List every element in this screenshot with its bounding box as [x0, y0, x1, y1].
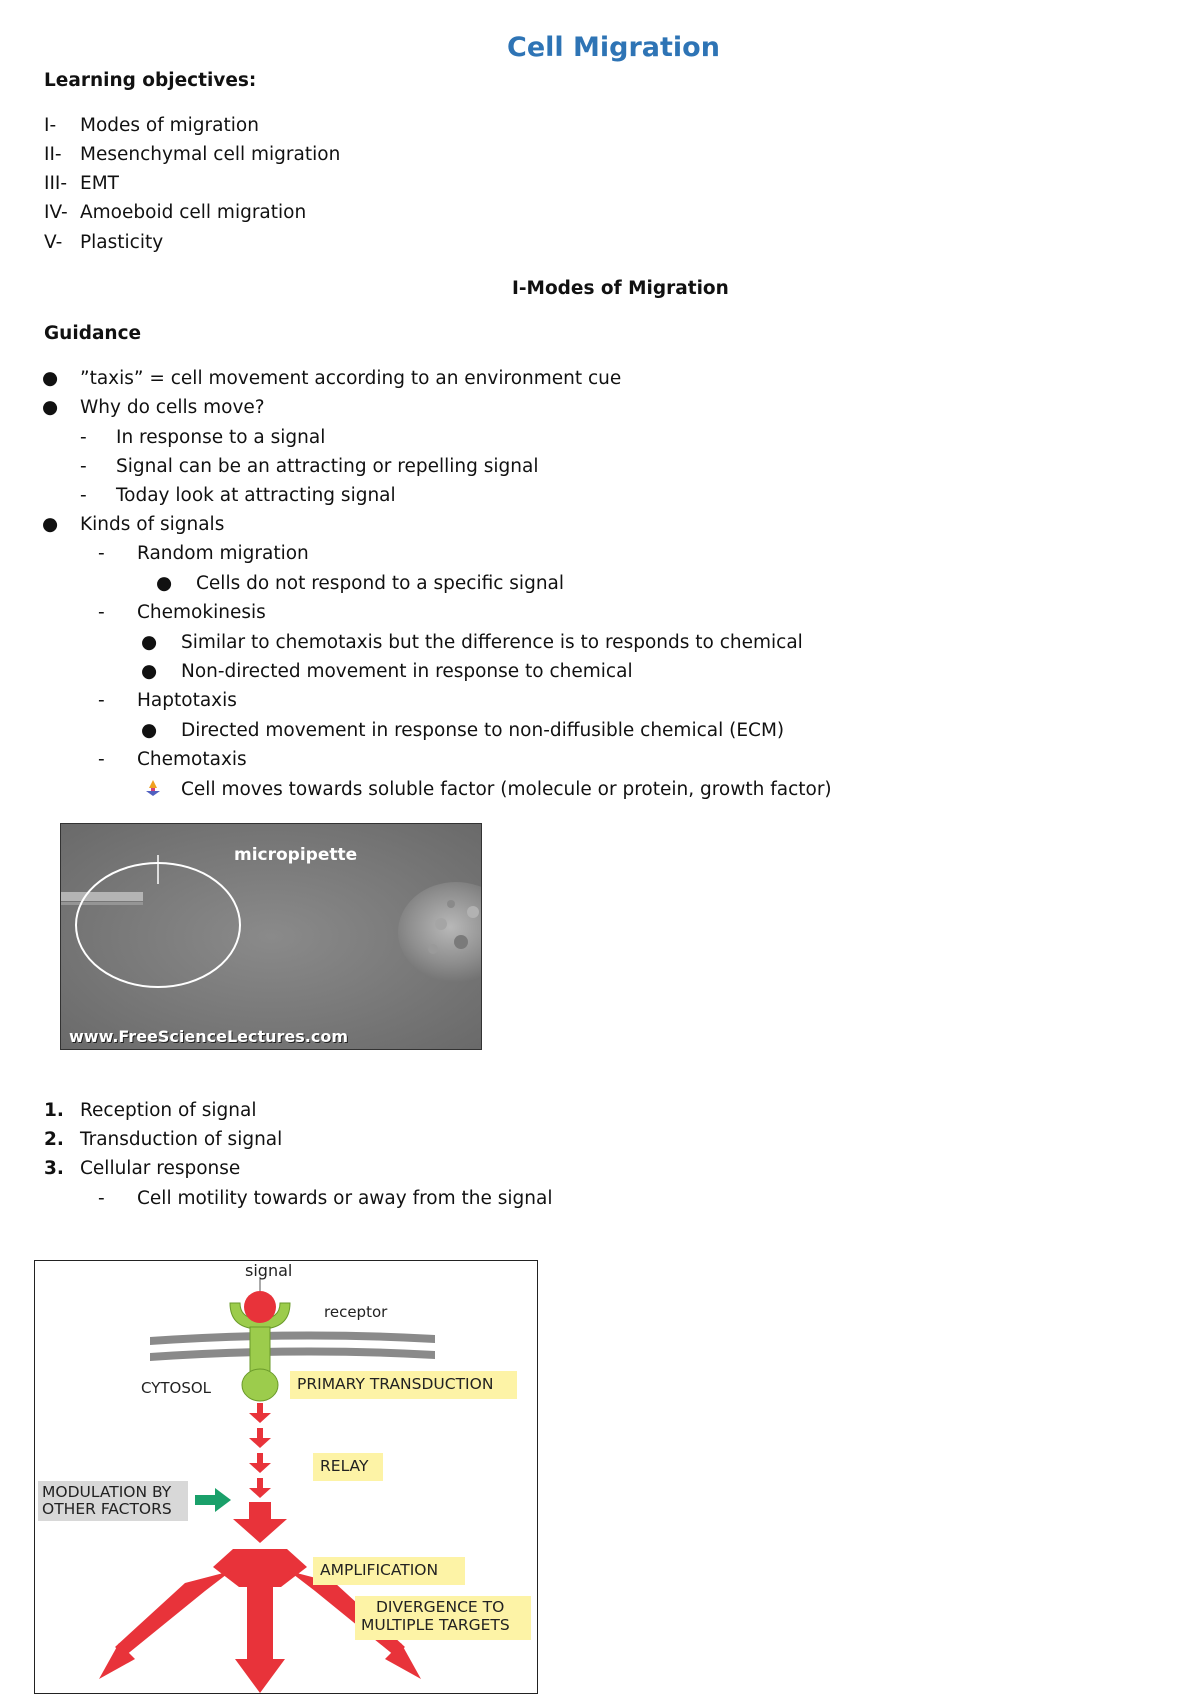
modulation-label-line2: OTHER FACTORS — [42, 1500, 172, 1518]
list-item: Directed movement in response to non-diffusible chemical (ECM) — [181, 720, 785, 741]
receptor-label: receptor — [324, 1303, 388, 1321]
divergence-label-line1: DIVERGENCE TO — [376, 1598, 505, 1616]
page-title: Cell Migration — [507, 32, 720, 63]
list-item: In response to a signal — [116, 427, 326, 448]
step-text: Reception of signal — [80, 1100, 257, 1121]
dash-marker: - — [98, 602, 105, 623]
section-heading: I-Modes of Migration — [512, 278, 729, 299]
guidance-heading: Guidance — [44, 323, 142, 344]
modulation-label-line1: MODULATION BY — [42, 1483, 172, 1501]
list-item: Cells do not respond to a specific signal — [196, 573, 565, 594]
dash-marker: - — [80, 427, 87, 448]
signal-label: signal — [245, 1261, 293, 1280]
dash-marker: - — [98, 1188, 105, 1209]
objective-text: Amoeboid cell migration — [80, 202, 307, 223]
objective-item — [44, 204, 306, 223]
cytosol-label: CYTOSOL — [141, 1379, 212, 1397]
list-item: Haptotaxis — [137, 690, 237, 711]
divergence-label-line2: MULTIPLE TARGETS — [361, 1616, 510, 1634]
amplification-label: AMPLIFICATION — [320, 1561, 439, 1579]
relay-label: RELAY — [320, 1457, 369, 1475]
objective-text: Plasticity — [80, 232, 164, 253]
list-item: Chemokinesis — [137, 602, 266, 623]
objective-number: III- — [44, 173, 68, 194]
list-item: ”taxis” = cell movement according to an environment cue — [80, 368, 622, 389]
bullet-dot: ● — [156, 573, 173, 594]
objective-item — [44, 175, 119, 194]
dash-marker: - — [98, 543, 105, 564]
step-text: Transduction of signal — [80, 1129, 283, 1150]
objective-number: II- — [44, 144, 62, 165]
list-item: Chemotaxis — [137, 749, 247, 770]
objective-text: Mesenchymal cell migration — [80, 144, 341, 165]
objective-item — [44, 146, 340, 165]
bullet-dot: ● — [42, 514, 59, 535]
list-item: Kinds of signals — [80, 514, 225, 535]
list-item: Today look at attracting signal — [116, 485, 396, 506]
objectives-heading: Learning objectives: — [44, 70, 257, 91]
micropipette-label: micropipette — [234, 845, 358, 865]
watermark-text: www.FreeScienceLectures.com — [69, 1027, 349, 1046]
list-item: Signal can be an attracting or repelling signal — [116, 456, 539, 477]
bullet-dot: ● — [141, 720, 158, 741]
primary-transduction-label: PRIMARY TRANSDUCTION — [297, 1375, 494, 1393]
arrow-bullet-icon — [144, 779, 162, 797]
objective-number: IV- — [44, 202, 68, 223]
step-text: Cellular response — [80, 1158, 241, 1179]
list-item: Non-directed movement in response to chemical — [181, 661, 633, 682]
objective-number: I- — [44, 115, 57, 136]
list-item: Random migration — [137, 543, 309, 564]
step-number: 3. — [44, 1158, 64, 1179]
bullet-dot: ● — [141, 632, 158, 653]
list-item: Cell moves towards soluble factor (molecule or protein, growth factor) — [181, 779, 832, 800]
micropipette-figure — [60, 823, 482, 1050]
objective-text: EMT — [80, 173, 119, 194]
objective-item — [44, 234, 163, 253]
objective-number: V- — [44, 232, 63, 253]
dash-marker: - — [98, 690, 105, 711]
bullet-dot: ● — [42, 368, 59, 389]
dash-marker: - — [80, 485, 87, 506]
step-number: 2. — [44, 1129, 64, 1150]
step-subitem: Cell motility towards or away from the signal — [137, 1188, 553, 1209]
bullet-dot: ● — [42, 397, 59, 418]
objective-item — [44, 117, 259, 136]
bullet-dot: ● — [141, 661, 158, 682]
signal-transduction-figure — [34, 1260, 538, 1694]
list-item: Similar to chemotaxis but the difference is to responds to chemical — [181, 632, 803, 653]
objective-text: Modes of migration — [80, 115, 259, 136]
step-number: 1. — [44, 1100, 64, 1121]
dash-marker: - — [80, 456, 87, 477]
dash-marker: - — [98, 749, 105, 770]
list-item: Why do cells move? — [80, 397, 265, 418]
